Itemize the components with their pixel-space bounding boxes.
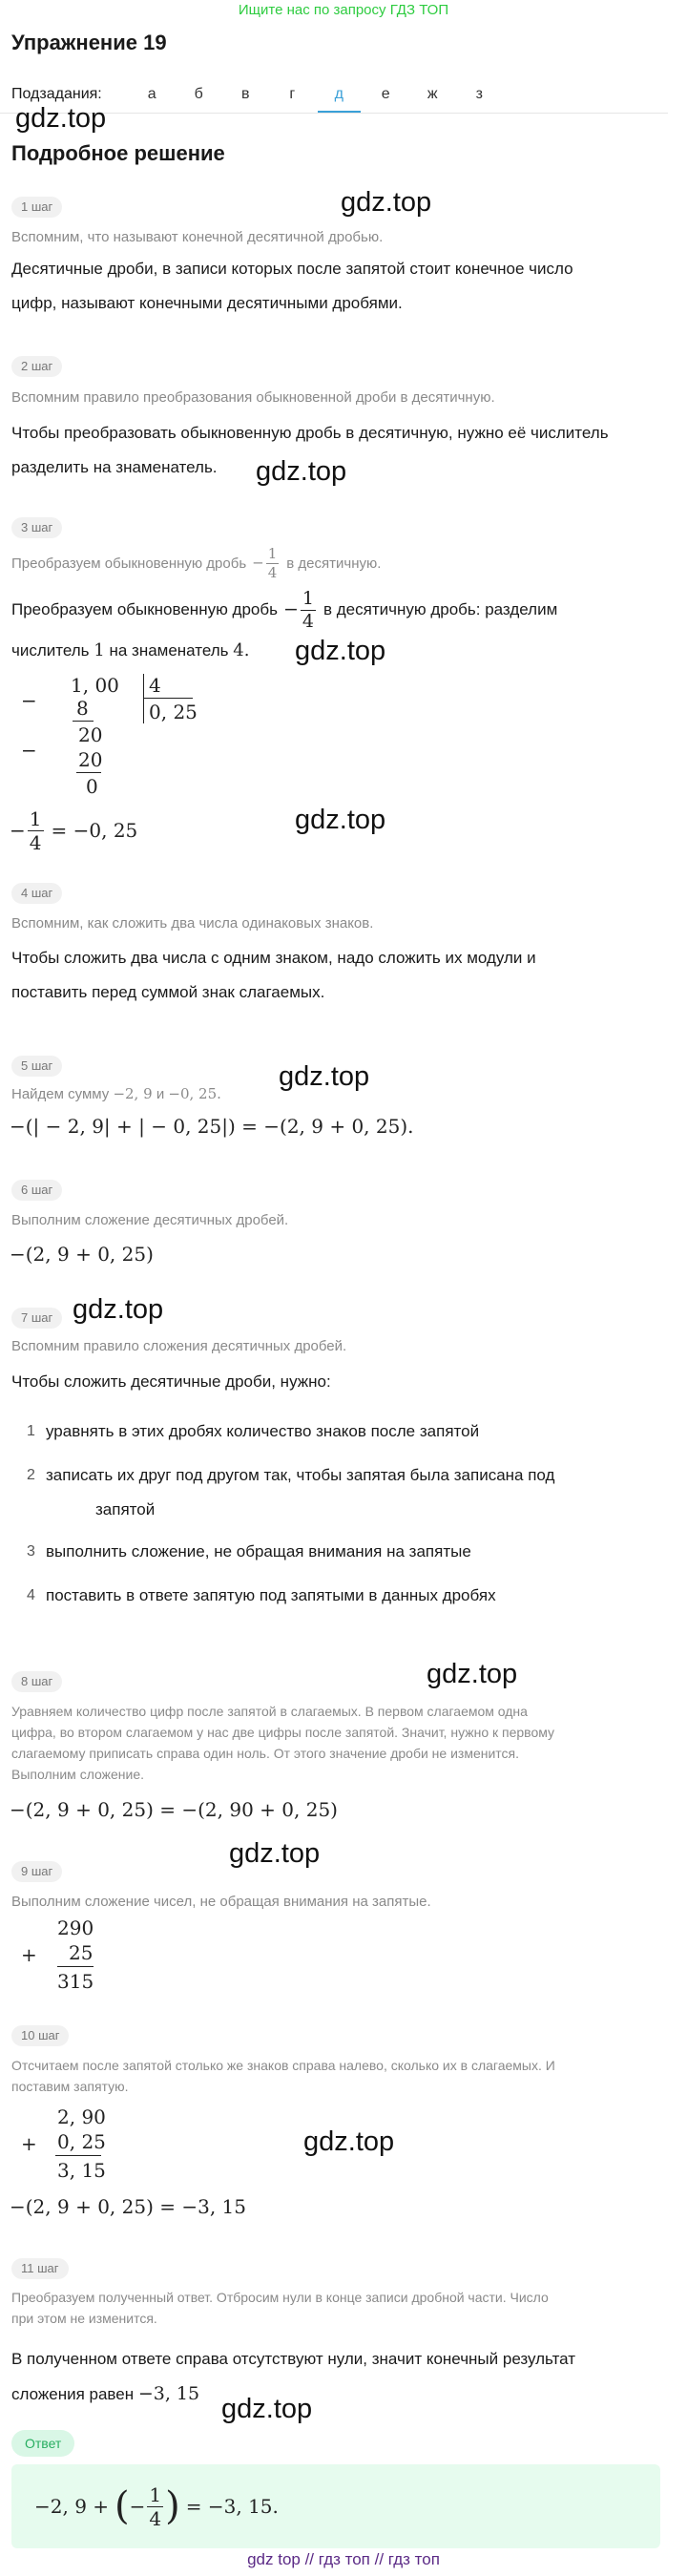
watermark: gdz.top [295, 636, 386, 666]
note-line: Уравняем количество цифр после запятой в слагаемых. В первом слагаемом одна [11, 1704, 528, 1719]
text-part: Преобразуем обыкновенную дробь [11, 600, 278, 618]
fraction-denominator: 4 [149, 2506, 162, 2530]
addend: 290 [57, 1916, 94, 1939]
subtask-d[interactable]: д [316, 80, 363, 109]
answer-badge: Ответ [11, 2430, 74, 2457]
step-text: разделить на знаменатель. [11, 458, 218, 476]
math-value: −0, 25. [168, 1085, 221, 1102]
note-line: Отсчитаем после запятой столько же знаков справа налево, сколько их в слагаемых. И [11, 2058, 555, 2073]
minus-sign: − [21, 689, 37, 712]
step-badge: 6 шаг [11, 1180, 62, 1201]
long-division [0, 674, 286, 798]
step-badge: 7 шаг [11, 1308, 62, 1329]
step-text: В полученном ответе справа отсутствуют нули, значит конечный результат [11, 2350, 576, 2368]
step-badge: 2 шаг [11, 356, 62, 377]
subtask-v[interactable]: в [240, 86, 250, 102]
step-badge: 8 шаг [11, 1671, 62, 1692]
step-note [11, 2055, 555, 2097]
result-value: = −0, 25 [51, 819, 138, 842]
subtask-g[interactable]: г [289, 86, 296, 102]
watermark: gdz.top [341, 187, 432, 218]
text-part: числитель [11, 641, 90, 660]
step-text: Десятичные дроби, в записи которых после запятой стоит конечное число [11, 260, 573, 278]
list-number: 4 [27, 1587, 35, 1603]
step-note: Вспомним, как сложить два числа одинаковых знаков. [11, 915, 374, 932]
list-item: уравнять в этих дробях количество знаков после запятой [46, 1422, 480, 1440]
watermark: gdz.top [279, 1061, 370, 1092]
division-bar [143, 674, 144, 723]
watermark: gdz.top [15, 103, 107, 134]
dividend: 1, 00 [71, 674, 119, 697]
minus-sign: − [129, 2495, 146, 2518]
formula: −(2, 9 + 0, 25) = −3, 15 [10, 2195, 247, 2218]
step-text: Чтобы сложить два числа с одним знаком, надо сложить их модули и [11, 949, 536, 967]
sum-line [57, 1966, 94, 1967]
step-badge: 10 шаг [11, 2025, 69, 2046]
minus-sign: − [21, 739, 37, 762]
quotient: 0, 25 [149, 701, 198, 723]
step-badge: 11 шаг [11, 2258, 69, 2279]
minus-sign: − [282, 598, 299, 619]
fraction-numerator: 1 [267, 544, 278, 562]
subtask-zh[interactable]: ж [427, 86, 438, 102]
note-text: и [156, 1086, 165, 1102]
watermark: gdz.top [256, 456, 347, 487]
formula: −(2, 9 + 0, 25) [10, 1243, 154, 1266]
column-addition [0, 2105, 191, 2191]
step-badge: 5 шаг [11, 1056, 62, 1077]
note-line: цифра, во втором слагаемом у нас две цифры после запятой. Значит, нужно к первому [11, 1725, 555, 1740]
addend: 0, 25 [57, 2130, 106, 2153]
step-badge: 3 шаг [11, 517, 62, 538]
note-line: Преобразуем полученный ответ. Отбросим нули в конце записи дробной части. Число [11, 2290, 549, 2305]
note-line: при этом не изменится. [11, 2311, 157, 2326]
note-fraction [252, 544, 281, 581]
subtrahend: 20 [78, 748, 103, 771]
answer-part: −2, 9 + [34, 2495, 110, 2518]
note-line: поставим запятую. [11, 2079, 129, 2094]
step-badge: 1 шаг [11, 197, 62, 218]
text-part: сложения равен [11, 2385, 135, 2403]
step-note [11, 1701, 554, 1785]
step-note: Выполним сложение чисел, не обращая внимания на запятые. [11, 1894, 431, 1910]
plus-sign: + [21, 1943, 37, 1966]
minus-sign: − [10, 819, 26, 842]
watermark: gdz.top [295, 805, 386, 835]
column-addition [0, 1916, 191, 2002]
step-text [11, 634, 249, 668]
list-number: 2 [27, 1467, 35, 1483]
subtask-label: Подзадания: [11, 86, 102, 102]
list-item: записать их друг под другом так, чтобы запятая была записана под [46, 1466, 555, 1484]
fraction-denominator: 4 [302, 610, 314, 632]
watermark: gdz.top [229, 1838, 321, 1869]
answer-box [11, 2464, 660, 2548]
fraction-denominator: 4 [267, 563, 278, 581]
subtask-z[interactable]: з [475, 86, 483, 102]
subtask-e[interactable]: е [381, 86, 390, 102]
math-value: 4. [233, 640, 250, 660]
step-text [11, 2377, 199, 2412]
step-note: Выполним сложение десятичных дробей. [11, 1212, 289, 1228]
step-note [11, 544, 381, 582]
minus-sign: − [252, 554, 264, 571]
underline [76, 772, 101, 773]
subtrahend: 8 [76, 697, 89, 720]
underline [73, 721, 94, 722]
solution-heading: Подробное решение [11, 141, 225, 165]
search-banner[interactable]: Ищите нас по запросу ГДЗ ТОП [238, 2, 449, 18]
step-note: Вспомним правило сложения десятичных дробей. [11, 1338, 347, 1354]
answer-formula [34, 2480, 279, 2533]
subtask-a[interactable]: а [147, 86, 156, 102]
note-line: Выполним сложение. [11, 1767, 145, 1782]
step-text: поставить перед суммой знак слагаемых. [11, 983, 325, 1001]
fraction-numerator: 1 [149, 2482, 162, 2506]
step-note [11, 2287, 549, 2329]
list-number: 3 [27, 1543, 35, 1560]
subtask-b[interactable]: б [194, 86, 203, 102]
step-note: Вспомним, что называют конечной десятичной дробью. [11, 229, 384, 245]
fraction-numerator: 1 [302, 587, 314, 609]
list-number: 1 [27, 1423, 35, 1439]
list-item: запятой [95, 1500, 156, 1518]
sum: 315 [57, 1970, 94, 1993]
remainder: 20 [78, 723, 103, 746]
note-text: Найдем сумму [11, 1086, 110, 1102]
sum: 3, 15 [57, 2159, 106, 2182]
watermark: gdz.top [427, 1659, 518, 1689]
step-text: Чтобы сложить десятичные дроби, нужно: [11, 1372, 331, 1391]
watermark: gdz.top [73, 1294, 164, 1325]
formula: −(| − 2, 9| + | − 0, 25|) = −(2, 9 + 0, 25). [10, 1115, 414, 1138]
formula: −(2, 9 + 0, 25) = −(2, 90 + 0, 25) [10, 1798, 338, 1821]
division-result [10, 807, 137, 853]
left-paren: ( [114, 2484, 130, 2528]
step-text: Чтобы преобразовать обыкновенную дробь в десятичную, нужно её числитель [11, 424, 609, 442]
fraction-numerator: 1 [29, 806, 42, 830]
math-value: −3, 15 [137, 2383, 200, 2404]
list-item: выполнить сложение, не обращая внимания на запятые [46, 1542, 471, 1560]
step-badge: 9 шаг [11, 1861, 62, 1882]
divisor: 4 [149, 674, 161, 697]
text-part: в десятичную дробь: разделим [323, 600, 558, 618]
step-text [11, 586, 557, 634]
step-text: цифр, называют конечными десятичными дробями. [11, 294, 403, 312]
inline-fraction [282, 587, 318, 632]
step-badge: 4 шаг [11, 883, 62, 904]
final-remainder: 0 [86, 775, 98, 798]
watermark: gdz.top [303, 2126, 395, 2157]
math-value: 1 [94, 640, 105, 660]
fraction-denominator: 4 [29, 830, 42, 854]
math-value: −2, 9 [113, 1085, 153, 1102]
footer-links[interactable]: gdz top // гдз топ // гдз топ [247, 2550, 440, 2568]
addend: 25 [69, 1941, 94, 1964]
sum-line [55, 2155, 101, 2156]
note-text: Преобразуем обыкновенную дробь [11, 555, 247, 572]
underline [143, 698, 193, 699]
note-line: слагаемому приписать справа один ноль. От этого значение дроби не изменится. [11, 1746, 520, 1761]
right-paren: ) [165, 2484, 180, 2528]
step-note [11, 1085, 221, 1102]
plus-sign: + [21, 2132, 37, 2155]
answer-part: = −3, 15. [185, 2495, 279, 2518]
list-item: поставить в ответе запятую под запятыми в данных дробях [46, 1586, 496, 1604]
page-title: Упражнение 19 [11, 31, 167, 54]
note-text: в десятичную. [286, 555, 382, 572]
text-part: на знаменатель [109, 641, 229, 660]
step-note: Вспомним правило преобразования обыкновенной дроби в десятичную. [11, 389, 495, 406]
watermark: gdz.top [221, 2394, 313, 2424]
addend: 2, 90 [57, 2105, 106, 2128]
